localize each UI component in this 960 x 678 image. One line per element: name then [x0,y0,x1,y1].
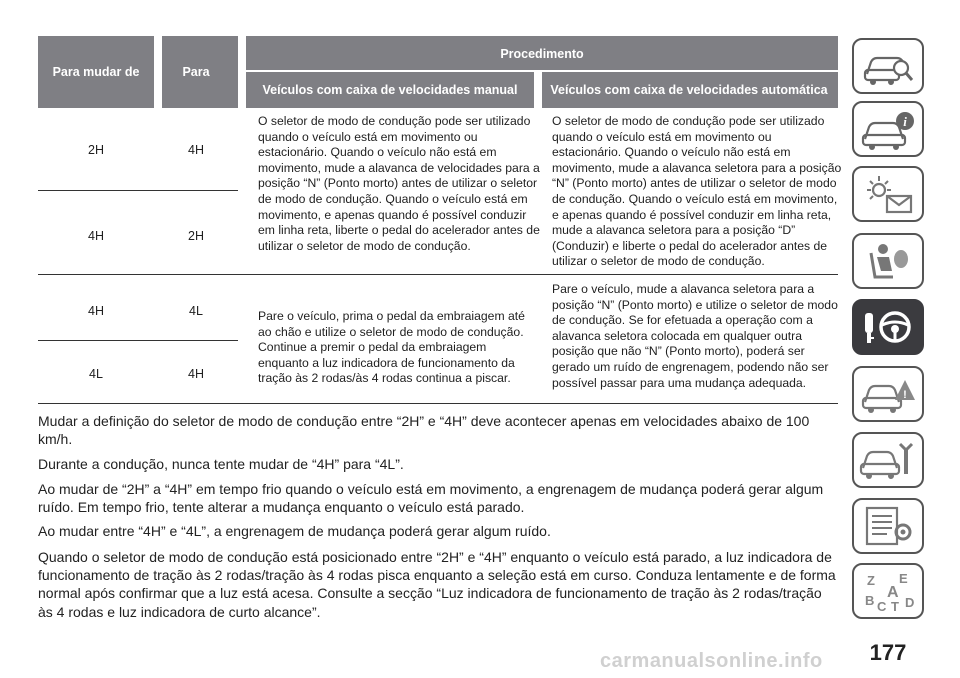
svg-text:!: ! [903,389,907,401]
cell-from: 4H [88,229,104,243]
car-wrench-icon [859,438,917,482]
index-letter: T [891,599,899,613]
nav-warning-lights[interactable] [852,166,924,222]
nav-index[interactable] [852,563,924,619]
paragraph: Durante a condução, nunca tente mudar de “4H” para “4L”. [38,456,404,472]
index-letter: E [899,571,908,586]
car-info-icon [859,107,917,151]
procedure-automatic-4h-4l: Pare o veículo, mude a alavanca seletora para a posição “N” (Ponto morto) e utilize o seletor de modo de condução. Se for efetuada a operação com a alavanca seletora colocada em qualquer outra posição que não “N” (Ponto morto), poderá ser gerado um ruído de engrenagem, podendo não ser possível passar para uma mudança adequada. [552,282,838,390]
index-letter: C [877,599,887,613]
header-procedure: Procedimento [500,46,584,61]
paragraph: Quando o seletor de modo de condução está posicionado entre “2H” e “4H” enquanto o veículo está parado, a luz indicadora de funcionamento de tração às 2 rodas/tração às 4 rodas pisca enquanto a seleção está em curso. Conduza lentamente e de forma normal após confirmar que a luz está acesa. Consulte a secção “Luz indicadora de funcionamento de tração às 2 rodas/tração às 4 rodas e luz indicadora de curto alcance”. [38,549,836,620]
procedure-manual-2h-4h: O seletor de modo de condução pode ser utilizado quando o veículo está em movimento ou estacionário. Quando o veículo não está em movimento, mude a alavanca de velocidades para a posição “N” (Ponto morto) antes de utilizar o seletor de modo de condução. Quando o veículo está em movimento, e apenas quando é possível conduzir em linha reta, liberte o pedal do acelerador antes de utilizar o seletor de modo de condução. [258,114,540,253]
table-body [38,108,842,404]
key-steering-wheel-icon [859,305,917,349]
header-manual: Veículos com caixa de velocidades manual [262,82,518,97]
row-divider [38,190,238,191]
index-letter: B [865,593,875,608]
airbag-seat-icon [859,239,917,283]
warning-lights-mail-icon [859,172,917,216]
group-divider [38,274,838,275]
paragraph: Ao mudar de “2H” a “4H” em tempo frio quando o veículo está em movimento, a engrenagem de mudança poderá gerar algum ruído. Em tempo frio, tente alterar a mudança enquanto o veículo está parado. [38,481,824,516]
index-letter: Z [867,573,875,588]
watermark: carmanualsonline.info [600,650,823,672]
page-number: 177 [869,640,907,665]
cell-from: 4H [88,304,104,318]
cell-to: 4L [189,304,203,318]
paragraph: Mudar a definição do seletor de modo de condução entre “2H” e “4H” deve acontecer apenas em velocidades abaixo de 100 km/h. [38,413,810,448]
nav-car-search[interactable] [852,38,924,94]
cell-to: 2H [188,229,204,243]
table-header [38,36,838,108]
header-automatic: Veículos com caixa de velocidades automática [550,82,828,97]
procedure-automatic-2h-4h: O seletor de modo de condução pode ser utilizado quando o veículo está em movimento ou estacionário. Quando o veículo não está em movimento, mude a alavanca seletora para a posição “N” (Ponto morto) antes de utilizar o seletor de modo de condução. Quando o veículo está em movimento, e apenas quando é possível conduzir em linha reta, mude a alavanca seletora para a posição “D” (Conduzir) e liberte o pedal do acelerador antes de utilizar o seletor de modo de condução. [552,114,842,269]
car-search-icon [859,44,917,88]
nav-car-info[interactable] [852,101,924,157]
paragraph: Ao mudar entre “4H” e “4L”, a engrenagem de mudança poderá gerar algum ruído. [38,523,551,539]
header-divider [534,72,542,108]
nav-safety[interactable] [852,233,924,289]
row-divider [38,340,238,341]
nav-technical-data[interactable] [852,498,924,554]
header-to: Para [182,64,210,79]
car-hazard-icon [859,372,917,416]
svg-text:i: i [903,114,907,129]
procedure-manual-4h-4l: Pare o veículo, prima o pedal da embraiagem até ao chão e utilize o seletor de modo de condução. Continue a premir o pedal da embraiagem enquanto a luz indicadora de funcionamento da tração às 2 rodas/às 4 rodas continua a piscar. [258,309,525,386]
header-from: Para mudar de [52,64,140,79]
drive-mode-table [38,36,842,404]
cell-from: 4L [89,367,103,381]
cell-to: 4H [188,143,204,157]
header-divider [154,36,162,108]
index-letter: D [905,595,915,610]
index-letter: A [887,584,899,601]
alphabet-index-icon [859,569,917,613]
header-divider [246,70,838,72]
cell-from: 2H [88,143,104,157]
nav-emergency[interactable] [852,366,924,422]
checklist-icon [859,504,917,548]
cell-to: 4H [188,367,204,381]
header-divider [238,36,246,108]
table-bottom-border [38,403,838,404]
nav-maintenance[interactable] [852,432,924,488]
nav-starting-driving[interactable] [852,299,924,355]
